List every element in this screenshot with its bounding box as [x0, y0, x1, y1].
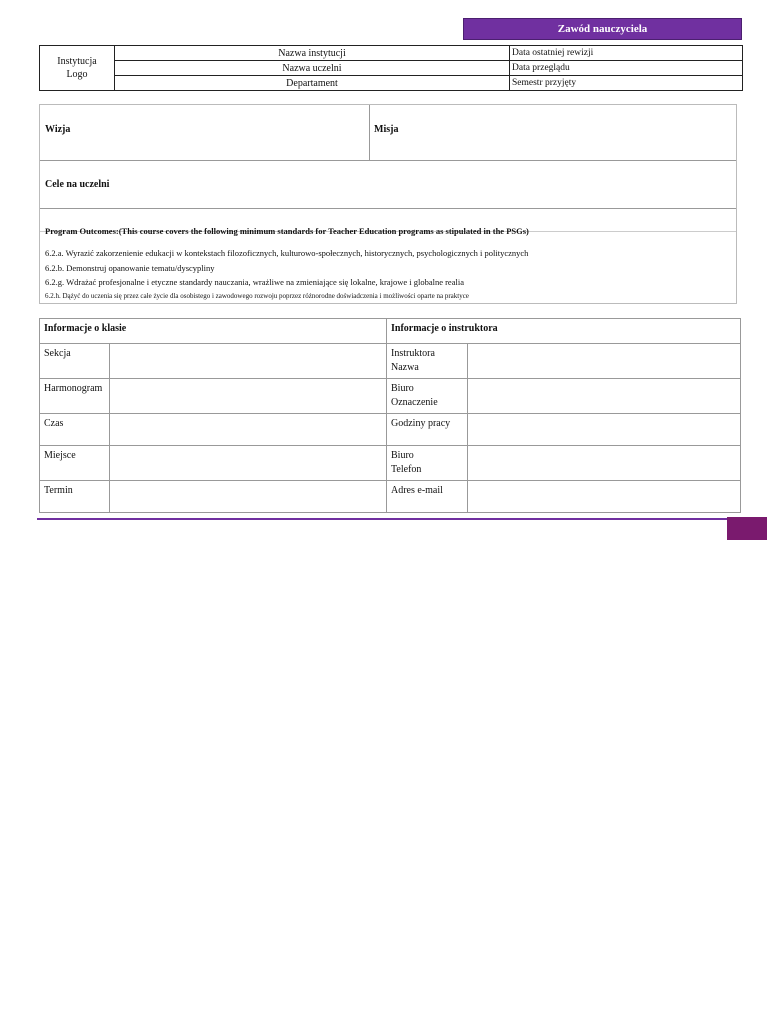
- row-label: [387, 446, 468, 481]
- footer-accent-block: [727, 517, 767, 540]
- instructor-info-header: Informacje o instruktora: [387, 319, 741, 344]
- table-row: [40, 481, 741, 513]
- outcome-item: 6.2.g. Wdrażać profesjonalne i etyczne standardy nauczania, wrażliwe na zmieniające się lokalne, krajowe i globalne realia: [45, 277, 464, 287]
- vision-label: Wizja: [45, 124, 71, 135]
- vision-mission-divider: [369, 105, 370, 160]
- course-title-banner: [463, 18, 742, 40]
- table-row: [40, 344, 741, 379]
- table-row: [40, 379, 741, 414]
- outcome-item: 6.2.a. Wyrazić zakorzenienie edukacji w kontekstach filozoficznych, kulturowo-społecznych, historycznych, psychologicznych i politycznych: [45, 248, 529, 258]
- mission-label: Misja: [374, 124, 399, 135]
- row-label-line1: Instruktora: [391, 348, 435, 359]
- course-title: Zawód nauczyciela: [557, 23, 648, 35]
- institution-name-cell: Nazwa instytucji: [115, 46, 510, 61]
- value-cell[interactable]: [109, 481, 386, 513]
- row-label: Godziny pracy: [387, 414, 468, 446]
- value-cell[interactable]: [109, 446, 386, 481]
- value-cell[interactable]: [468, 379, 741, 414]
- row-label: [387, 344, 468, 379]
- value-cell[interactable]: [109, 344, 386, 379]
- review-date-cell: Data przeglądu: [510, 61, 743, 76]
- table-row: [40, 414, 741, 446]
- last-revision-cell: Data ostatniej rewizji: [510, 46, 743, 61]
- footer-rule: [37, 518, 727, 520]
- row-label: Harmonogram: [40, 379, 110, 414]
- row-label-line2: Oznaczenie: [391, 397, 438, 408]
- row-label-line1: Biuro: [391, 383, 414, 394]
- section-divider-1: [40, 160, 736, 161]
- college-name-cell: Nazwa uczelni: [115, 61, 510, 76]
- row-label: Termin: [40, 481, 110, 513]
- header-table: [39, 45, 743, 91]
- row-label: Adres e-mail: [387, 481, 468, 513]
- section-divider-2: [40, 208, 736, 209]
- logo-label-line1: Instytucja: [57, 56, 97, 67]
- row-label-line2: Nazwa: [391, 362, 419, 373]
- value-cell[interactable]: [109, 379, 386, 414]
- row-label: Czas: [40, 414, 110, 446]
- institution-logo-cell: [40, 46, 115, 91]
- outcome-item: 6.2.b. Demonstruj opanowanie tematu/dyscypliny: [45, 263, 215, 273]
- row-label: [387, 379, 468, 414]
- value-cell[interactable]: [109, 414, 386, 446]
- vision-mission-section: [39, 104, 737, 304]
- value-cell[interactable]: [468, 446, 741, 481]
- class-info-header: Informacje o klasie: [40, 319, 387, 344]
- table-row: [40, 446, 741, 481]
- class-instructor-table: [39, 318, 741, 513]
- value-cell[interactable]: [468, 344, 741, 379]
- value-cell[interactable]: [468, 414, 741, 446]
- row-label: Miejsce: [40, 446, 110, 481]
- college-goals-label: Cele na uczelni: [45, 179, 110, 190]
- department-cell: Departament: [115, 76, 510, 91]
- outcome-item: 6.2.h. Dążyć do uczenia się przez całe życie dla osobistego i zawodowego rozwoju poprzez różnorodne doświadczenia i możliwości oparte na praktyce: [45, 292, 469, 300]
- logo-label-line2: Logo: [66, 69, 88, 80]
- row-label-line2: Telefon: [391, 464, 422, 475]
- program-outcomes-label: Program Outcomes:(This course covers the following minimum standards for Teacher Education programs as stipulated in the PSGs): [45, 226, 529, 236]
- row-label-line1: Biuro: [391, 450, 414, 461]
- semester-cell: Semestr przyjęty: [510, 76, 743, 91]
- value-cell[interactable]: [468, 481, 741, 513]
- row-label: Sekcja: [40, 344, 110, 379]
